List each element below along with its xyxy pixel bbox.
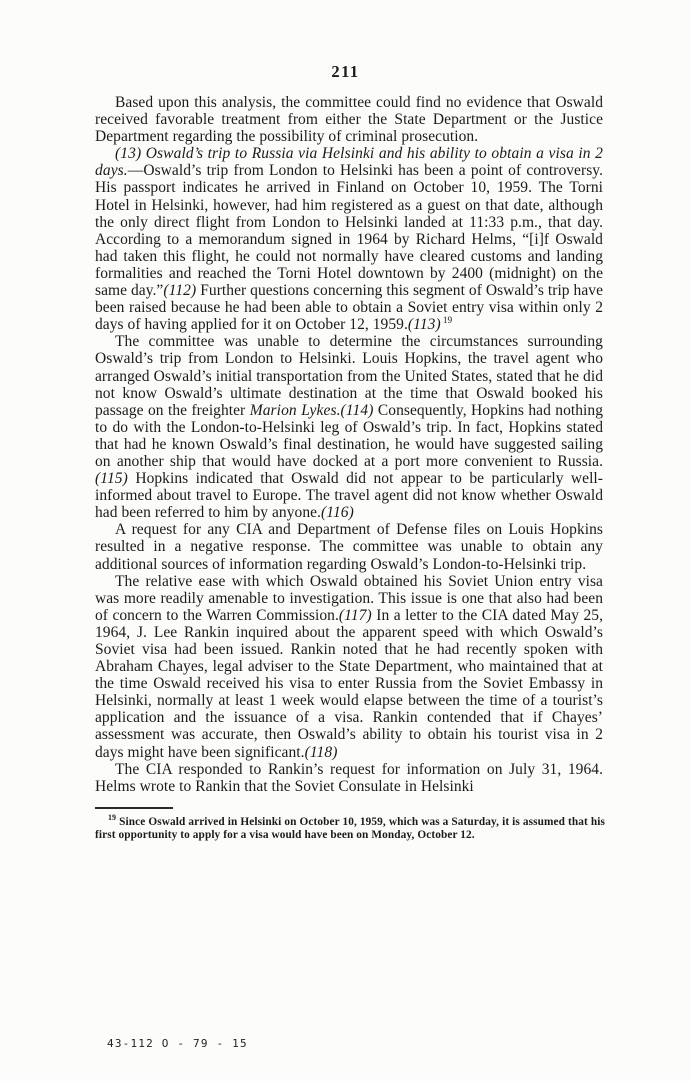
text-run: (113) xyxy=(407,316,441,334)
printer-mark: 43-112 O - 79 - 15 xyxy=(107,1037,248,1050)
text-run: In a letter to the CIA dated May 25, 1964, J. Lee Rankin inquired about the apparent speed with which Oswald’s Soviet visa had been issued. Rankin noted that he had recently spoken with Abraham Chayes, legal adviser to the State Department, who maintained that at the time Oswald received his visa to enter Russia from the Soviet Embassy in Helsinki, normally at least 1 week would elapse between the time of a tourist’s application and the issuance of a visa. Rankin contended that if Chayes’ assessment was accurate, then Oswald’s ability to obtain his tourist visa in 2 days might have been significant. xyxy=(95,606,603,761)
footnote-reference: 19 xyxy=(442,316,453,327)
paragraph xyxy=(95,333,603,521)
paragraph xyxy=(95,573,603,761)
text-run: Further questions concerning this segment of Oswald’s trip have been raised because he had been able to obtain a Soviet entry visa within only 2 days of having applied for it on October 12, 1959. xyxy=(95,282,603,334)
text-run: Consequently, Hopkins had nothing to do with the London-to-Helsinki leg of Oswald’s trip. In fact, Hopkins stated that had he known Oswald’s final destination, he would have suggested sailing on another ship that would have docked at a port more convenient to Russia. xyxy=(95,401,603,470)
text-run: The relative ease with which Oswald obtained his Soviet Union entry visa was more readily amenable to investigation. This issue is one that also had been of concern to the Warren Commission. xyxy=(95,572,603,624)
page-body xyxy=(95,94,603,843)
footnote xyxy=(95,813,605,843)
footnote-marker: 19 xyxy=(108,813,117,823)
text-run: Marion Lykes.(114) xyxy=(249,401,374,419)
text-run: (112) xyxy=(163,282,197,300)
text-run: (13) Oswald’s trip to Russia via Helsinki and his ability to obtain a visa in 2 days. xyxy=(95,145,603,180)
paragraph xyxy=(95,521,603,572)
text-run: —Oswald’s trip from London to Helsinki has been a point of controversy. His passport indicates he arrived in Finland on October 10, 1959. The Torni Hotel in Helsinki, however, had him registered as a guest on that date, although the only direct flight from London to Helsinki landed at 11:33 p.m., that day. According to a memorandum signed in 1964 by Richard Helms, “[i]f Oswald had taken this flight, he could not normally have cleared customs and landing formalities and reached the Torni Hotel downtown by 2400 (midnight) on the same day.” xyxy=(95,162,603,300)
paragraph xyxy=(95,145,603,333)
text-run: (117) xyxy=(338,606,372,624)
text-run: The committee was unable to determine the circumstances surrounding Oswald’s trip from London to Helsinki. Louis Hopkins, the travel agent who arranged Oswald’s initial transportation from the United States, stated that he did not know Oswald’s ultimate destination at the time that Oswald booked his passage on the freighter xyxy=(95,333,603,419)
text-run: The CIA responded to Rankin’s request for information on July 31, 1964. Helms wrote to Rankin that the Soviet Consulate in Helsinki xyxy=(95,760,603,795)
footnote-text: Since Oswald arrived in Helsinki on October 10, 1959, which was a Saturday, it is assumed that his first opportunity to apply for a visa would have been on Monday, October 12. xyxy=(95,815,605,842)
text-run: (116) xyxy=(320,504,354,522)
paragraph xyxy=(95,94,603,145)
page-number: 211 xyxy=(331,62,360,81)
text-run: (115) xyxy=(95,470,128,488)
text-run: A request for any CIA and Department of Defense files on Louis Hopkins resulted in a negative response. The committee was unable to obtain any additional sources of information regarding Oswald’s London-to-Helsinki trip. xyxy=(95,521,603,573)
paragraph xyxy=(95,761,603,795)
text-run: (118) xyxy=(304,743,338,761)
text-run: Hopkins indicated that Oswald did not appear to be particularly well-informed about travel to Europe. The travel agent did not know whether Oswald had been referred to him by anyone. xyxy=(95,470,603,522)
text-run: Based upon this analysis, the committee could find no evidence that Oswald received favorable treatment from either the State Department or the Justice Department regarding the possibility of criminal prosecution. xyxy=(95,94,603,146)
footnote-separator xyxy=(95,807,173,809)
